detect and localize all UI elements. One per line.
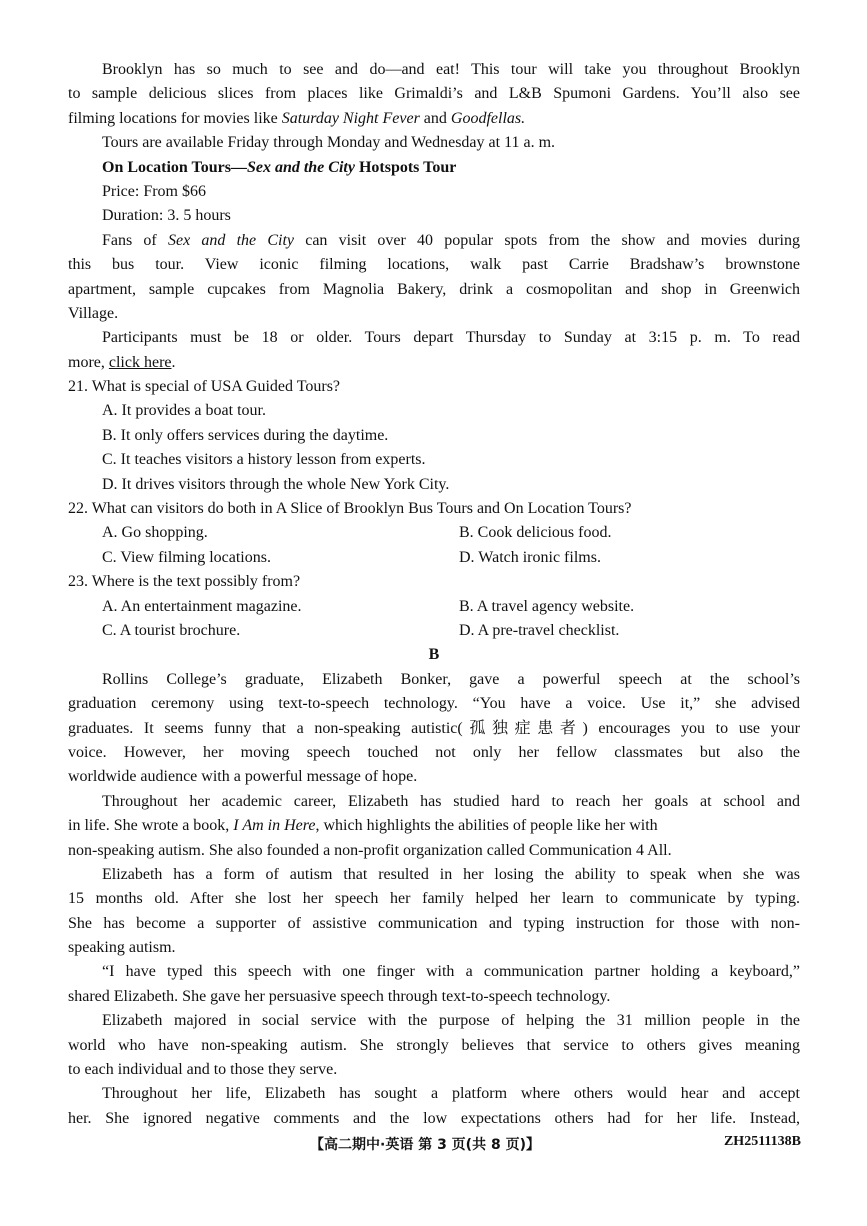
answer-option-row — [68, 619, 800, 643]
passage-text: Brooklyn has so much to see and do—and eat! This tour will take you throughout Brooklyn — [102, 61, 800, 78]
tour-price-text: Price: From $66 — [102, 182, 206, 200]
tour-duration-text: Duration: 3. 5 hours — [102, 207, 231, 225]
passage-line — [68, 863, 800, 887]
passage-text: non-speaking autism. She also founded a non-profit organization called Communication 4 All. — [68, 841, 672, 859]
passage-line — [68, 765, 800, 789]
passage-line — [68, 692, 800, 716]
passage-line — [68, 887, 800, 911]
passage-text: this bus tour. View iconic filming locations, walk past Carrie Bradshaw’s brownstone — [68, 256, 800, 274]
passage-line — [68, 1082, 800, 1106]
passage-text: Elizabeth has a form of autism that resulted in her losing the ability to speak when she was — [102, 865, 800, 883]
passage-text: Fans of — [102, 231, 168, 249]
passage-text: speaking autism. — [68, 939, 176, 957]
tour-heading-text: On Location Tours— — [102, 158, 247, 176]
show-title: Sex and the City — [246, 158, 355, 176]
tour-price — [68, 180, 800, 204]
question-stem — [68, 570, 800, 594]
answer-option-row — [68, 546, 800, 570]
passage-line — [68, 1058, 800, 1082]
passage-line — [68, 302, 800, 326]
question-text: 21. What is special of USA Guided Tours? — [68, 378, 341, 396]
answer-option — [68, 399, 800, 423]
question-text: 22. What can visitors do both in A Slice of Brooklyn Bus Tours and On Location Tours? — [68, 500, 632, 518]
film-title: Goodfellas. — [450, 109, 526, 127]
option-text: C. It teaches visitors a history lesson from experts. — [102, 451, 426, 469]
passage-line — [68, 107, 800, 131]
passage-line — [68, 351, 800, 375]
passage-text: graduates. It seems funny that a non-speaking autistic(孤独症患者) encourages you to use your — [68, 719, 800, 737]
footer-page-info: 【高二期中·英语 第 3 页(共 8 页)】 — [310, 1137, 540, 1153]
passage-line — [68, 131, 800, 155]
passage-line — [68, 229, 800, 253]
tour-heading-text: Hotspots Tour — [354, 158, 457, 176]
passage-text: world who have non-speaking autism. She strongly believes that service to others gives meaning — [68, 1036, 800, 1054]
page-footer — [0, 1134, 867, 1158]
passage-text: , which highlights the abilities of people like her with — [315, 817, 658, 835]
document-page — [68, 58, 800, 1131]
passage-text: Throughout her academic career, Elizabeth has studied hard to reach her goals at school and — [102, 792, 800, 810]
answer-option-row — [68, 521, 800, 545]
passage-line — [68, 326, 800, 350]
passage-text: 15 months old. After she lost her speech her family helped her learn to communicate by typing. — [68, 890, 800, 908]
passage-text: Rollins College’s graduate, Elizabeth Bonker, gave a powerful speech at the school’s — [102, 670, 800, 688]
question-stem — [68, 375, 800, 399]
passage-text: Village. — [68, 304, 119, 322]
passage-text: filming locations for movies like — [68, 109, 282, 127]
passage-text: to each individual and to those they serve. — [68, 1061, 338, 1079]
passage-text: apartment, sample cupcakes from Magnolia Bakery, drink a cosmopolitan and shop in Greenwich — [68, 280, 800, 298]
passage-text: can visit over 40 popular spots from the show and movies during — [294, 231, 800, 249]
answer-option: C. A tourist brochure. — [102, 621, 241, 639]
answer-option: D. Watch ironic films. — [459, 548, 601, 566]
passage-text: She has become a supporter of assistive communication and typing instruction for those with non- — [68, 914, 800, 932]
footer-exam-code: ZH2511138B — [723, 1134, 801, 1149]
answer-option — [68, 424, 800, 448]
option-text: A. It provides a boat tour. — [102, 402, 266, 420]
question-text: 23. Where is the text possibly from? — [68, 573, 301, 591]
passage-text: and — [419, 109, 451, 127]
passage-line — [68, 1034, 800, 1058]
passage-text: worldwide audience with a powerful message of hope. — [68, 768, 418, 786]
passage-text: voice. However, her moving speech touched not only her fellow classmates but also the — [68, 743, 800, 761]
answer-option — [68, 448, 800, 472]
section-label — [68, 643, 800, 667]
passage-line — [68, 960, 800, 984]
section-label-text: B — [428, 646, 440, 664]
tour-schedule: Tours are available Friday through Monday and Wednesday at 11 a. m. — [102, 134, 556, 152]
answer-option-row — [68, 595, 800, 619]
passage-text: more, — [68, 353, 109, 371]
passage-line — [68, 82, 800, 106]
answer-option — [68, 473, 800, 497]
option-text: B. It only offers services during the daytime. — [102, 426, 389, 444]
passage-text: shared Elizabeth. She gave her persuasive speech through text-to-speech technology. — [68, 987, 611, 1005]
passage-line — [68, 985, 800, 1009]
passage-line — [68, 912, 800, 936]
passage-text: in life. She wrote a book, — [68, 817, 234, 835]
answer-option: B. Cook delicious food. — [459, 524, 612, 542]
passage-text: graduation ceremony using text-to-speech technology. “You have a voice. Use it,” she advised — [68, 695, 800, 713]
passage-text: Throughout her life, Elizabeth has sought a platform where others would hear and accept — [102, 1085, 800, 1103]
answer-option: B. A travel agency website. — [459, 597, 635, 615]
answer-option: A. An entertainment magazine. — [102, 597, 302, 615]
question-stem — [68, 497, 800, 521]
passage-line — [68, 278, 800, 302]
passage-line — [68, 839, 800, 863]
passage-line — [68, 814, 800, 838]
passage-line — [68, 936, 800, 960]
passage-line — [68, 1107, 800, 1131]
passage-line — [68, 717, 800, 741]
answer-option: C. View filming locations. — [102, 548, 271, 566]
book-title: I Am in Here — [233, 817, 316, 835]
passage-line — [68, 790, 800, 814]
passage-text: Participants must be 18 or older. Tours depart Thursday to Sunday at 3:15 p. m. To read — [102, 329, 800, 347]
film-title: Saturday Night Fever — [281, 109, 420, 127]
passage-line — [68, 668, 800, 692]
option-text: D. It drives visitors through the whole New York City. — [102, 475, 450, 493]
passage-text: “I have typed this speech with one finger with a communication partner holding a keyboard,” — [102, 963, 800, 981]
passage-text: her. She ignored negative comments and the low expectations others had for her life. Instead, — [68, 1109, 800, 1127]
passage-text: . — [171, 353, 176, 371]
passage-line — [68, 741, 800, 765]
passage-text: Elizabeth majored in social service with the purpose of helping the 31 million people in the — [102, 1012, 800, 1030]
answer-option: D. A pre-travel checklist. — [459, 621, 620, 639]
tour-duration — [68, 204, 800, 228]
passage-line — [68, 253, 800, 277]
passage-line — [68, 58, 800, 82]
show-title: Sex and the City — [167, 231, 295, 249]
answer-option: A. Go shopping. — [102, 524, 208, 542]
click-here-link[interactable]: click here — [108, 353, 172, 371]
tour-heading — [68, 156, 800, 180]
passage-line — [68, 1009, 800, 1033]
passage-text: to sample delicious slices from places like Grimaldi’s and L&B Spumoni Gardens. You’ll also see — [68, 85, 800, 103]
